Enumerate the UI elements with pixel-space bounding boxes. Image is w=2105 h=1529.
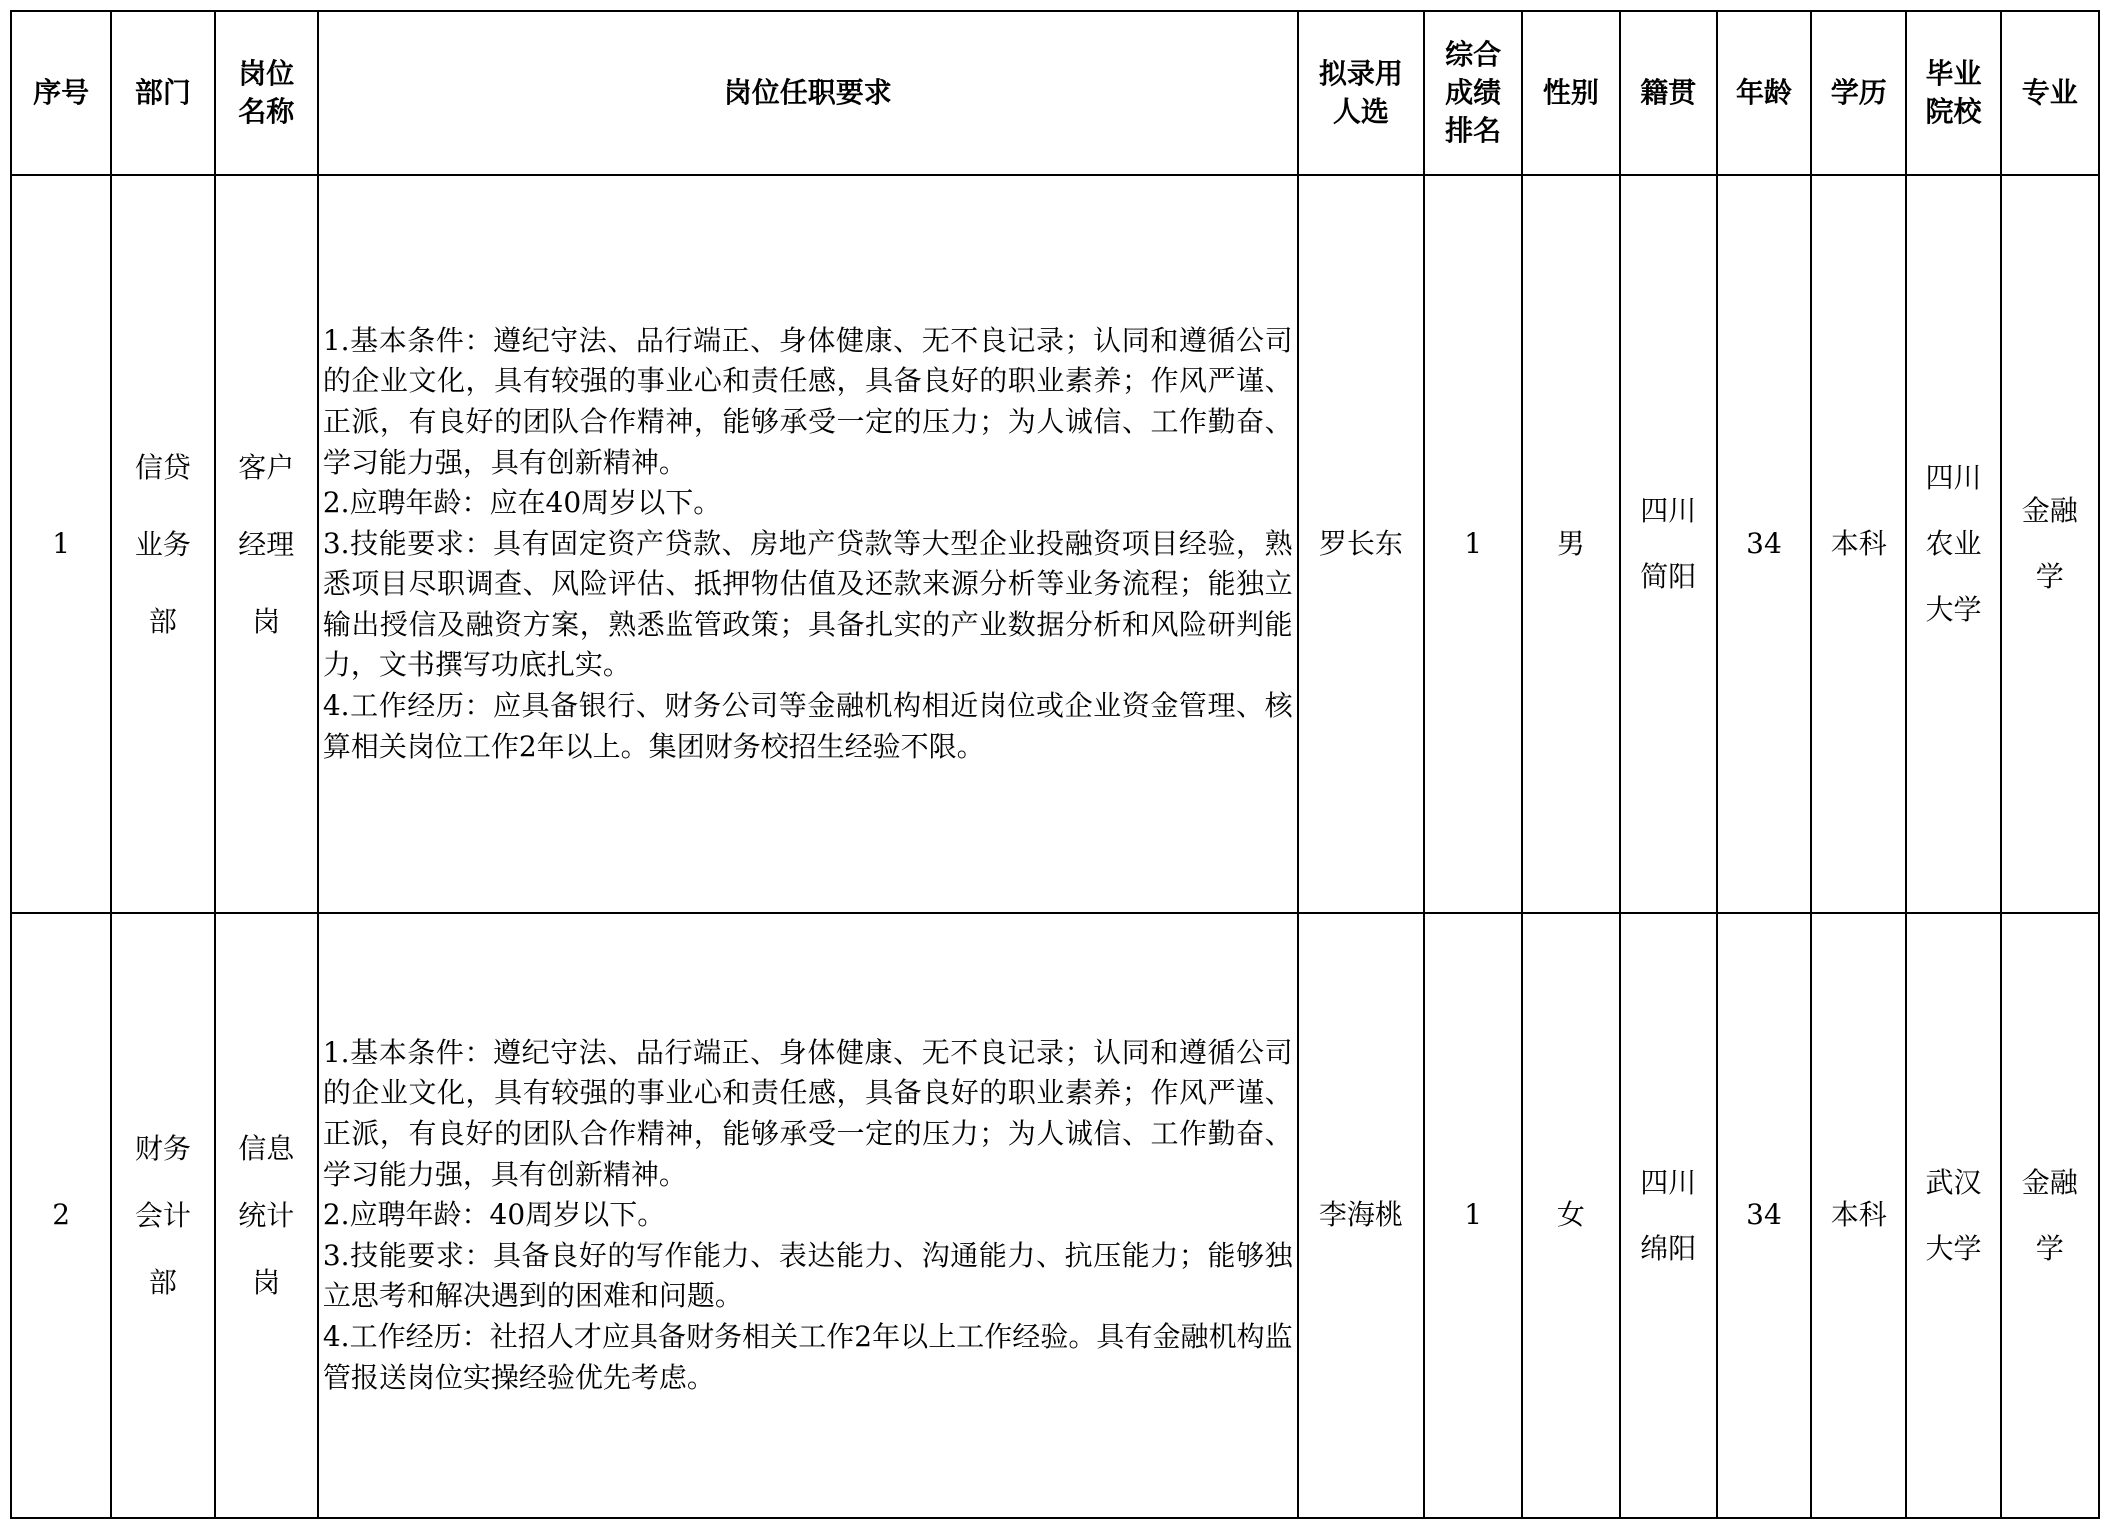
cell-requirements <box>318 913 1298 1518</box>
header-seq: 序号 <box>11 11 111 175</box>
requirement-skills: 3.技能要求：具有固定资产贷款、房地产贷款等大型企业投融资项目经验，熟悉项目尽职调查、风险评估、抵押物估值及还款来源分析等业务流程；能独立输出授信及融资方案，熟悉监管政策；具备扎实的产业数据分析和风险研判能力，文书撰写功底扎实。 <box>322 526 1293 682</box>
header-dept: 部门 <box>111 11 214 175</box>
cell-education: 本科 <box>1811 175 1906 913</box>
cell-candidate: 李海桃 <box>1298 913 1424 1518</box>
candidate-table <box>10 10 2100 1519</box>
requirement-skills: 3.技能要求：具备良好的写作能力、表达能力、沟通能力、抗压能力；能够独立思考和解决遇到的困难和问题。 <box>322 1238 1293 1313</box>
cell-age: 34 <box>1717 913 1811 1518</box>
header-candidate: 拟录用 人选 <box>1298 11 1424 175</box>
cell-school: 四川 农业 大学 <box>1906 175 2000 913</box>
cell-seq: 2 <box>11 913 111 1518</box>
cell-candidate: 罗长东 <box>1298 175 1424 913</box>
cell-school: 武汉 大学 <box>1906 913 2000 1518</box>
header-school: 毕业 院校 <box>1906 11 2000 175</box>
cell-rank: 1 <box>1424 913 1522 1518</box>
cell-dept: 信贷 业务 部 <box>111 175 214 913</box>
requirement-experience: 4.工作经历：社招人才应具备财务相关工作2年以上工作经验。具有金融机构监管报送岗位实操经验优先考虑。 <box>322 1319 1293 1394</box>
cell-origin: 四川 简阳 <box>1620 175 1717 913</box>
cell-dept: 财务 会计 部 <box>111 913 214 1518</box>
cell-position: 客户 经理 岗 <box>215 175 318 913</box>
header-origin: 籍贯 <box>1620 11 1717 175</box>
cell-gender: 女 <box>1522 913 1619 1518</box>
requirement-basic: 1.基本条件：遵纪守法、品行端正、身体健康、无不良记录；认同和遵循公司的企业文化，具有较强的事业心和责任感，具备良好的职业素养；作风严谨、正派，有良好的团队合作精神，能够承受一定的压力；为人诚信、工作勤奋、学习能力强，具有创新精神。 <box>322 323 1293 479</box>
cell-origin: 四川 绵阳 <box>1620 913 1717 1518</box>
cell-major: 金融 学 <box>2001 175 2099 913</box>
cell-seq: 1 <box>11 175 111 913</box>
cell-rank: 1 <box>1424 175 1522 913</box>
header-age: 年龄 <box>1717 11 1811 175</box>
header-requirements: 岗位任职要求 <box>318 11 1298 175</box>
cell-age: 34 <box>1717 175 1811 913</box>
cell-major: 金融 学 <box>2001 913 2099 1518</box>
header-gender: 性别 <box>1522 11 1619 175</box>
requirement-age: 2.应聘年龄：40周岁以下。 <box>322 1198 666 1232</box>
header-rank: 综合 成绩 排名 <box>1424 11 1522 175</box>
requirement-age: 2.应聘年龄：应在40周岁以下。 <box>322 486 722 520</box>
header-row <box>11 11 2099 175</box>
header-position: 岗位 名称 <box>215 11 318 175</box>
cell-gender: 男 <box>1522 175 1619 913</box>
requirement-basic: 1.基本条件：遵纪守法、品行端正、身体健康、无不良记录；认同和遵循公司的企业文化，具有较强的事业心和责任感，具备良好的职业素养；作风严谨、正派，有良好的团队合作精神，能够承受一定的压力；为人诚信、工作勤奋、学习能力强，具有创新精神。 <box>322 1035 1293 1191</box>
requirement-experience: 4.工作经历：应具备银行、财务公司等金融机构相近岗位或企业资金管理、核算相关岗位工作2年以上。集团财务校招生经验不限。 <box>322 689 1293 763</box>
header-major: 专业 <box>2001 11 2099 175</box>
cell-requirements <box>318 175 1298 913</box>
table-row <box>11 913 2099 1518</box>
cell-position: 信息 统计 岗 <box>215 913 318 1518</box>
cell-education: 本科 <box>1811 913 1906 1518</box>
header-education: 学历 <box>1811 11 1906 175</box>
table-row <box>11 175 2099 913</box>
